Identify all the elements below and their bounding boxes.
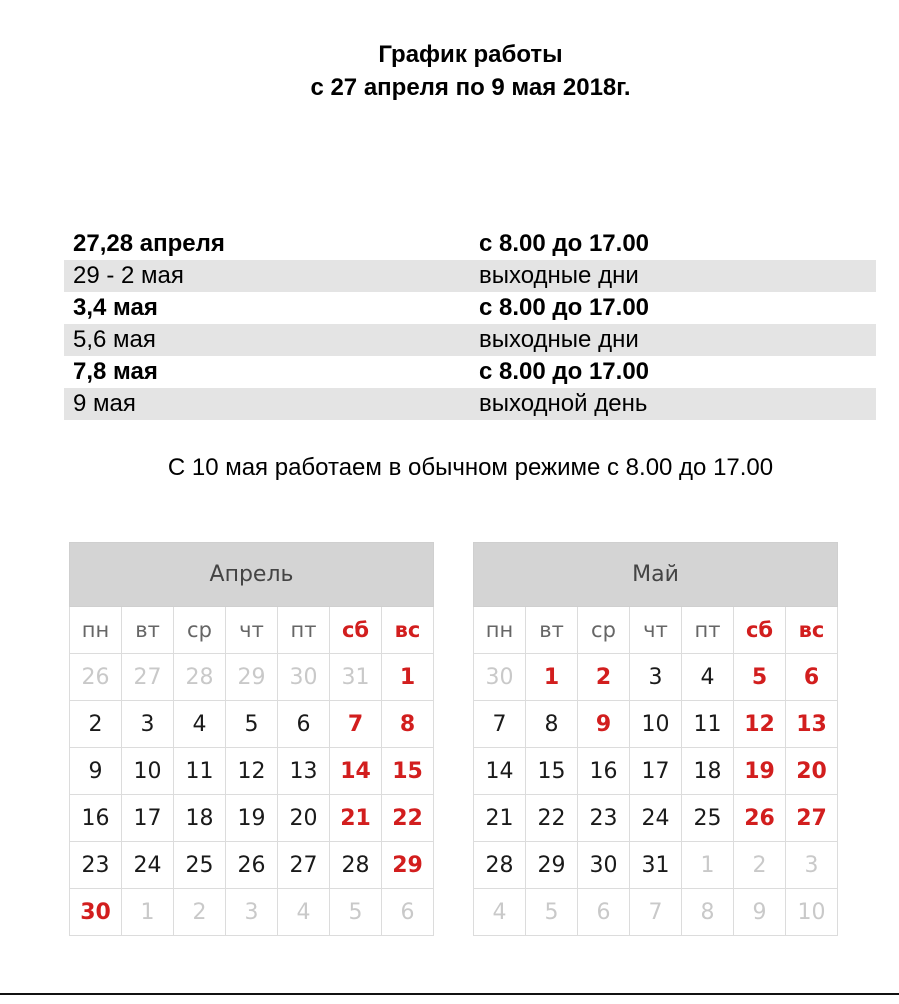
calendar-day: 5 bbox=[226, 701, 278, 748]
calendar-day: 15 bbox=[526, 748, 578, 795]
calendar-week bbox=[70, 654, 434, 701]
weekday-header: ср bbox=[578, 607, 630, 654]
calendar-week bbox=[70, 795, 434, 842]
calendar-day: 3 bbox=[630, 654, 682, 701]
calendar-day: 9 bbox=[70, 748, 122, 795]
calendar-day: 26 bbox=[70, 654, 122, 701]
schedule-hours: выходной день bbox=[479, 388, 876, 420]
calendar-day: 20 bbox=[278, 795, 330, 842]
calendar-day: 4 bbox=[682, 654, 734, 701]
schedule-hours: с 8.00 до 17.00 bbox=[479, 230, 650, 257]
calendar-day: 18 bbox=[682, 748, 734, 795]
calendar-day: 1 bbox=[526, 654, 578, 701]
calendar-day: 3 bbox=[122, 701, 174, 748]
calendar-week bbox=[474, 701, 838, 748]
calendar-day: 5 bbox=[330, 889, 382, 936]
schedule-table bbox=[64, 228, 876, 420]
calendar-day: 3 bbox=[226, 889, 278, 936]
calendar-day: 9 bbox=[578, 701, 630, 748]
weekday-header: чт bbox=[630, 607, 682, 654]
calendar-week bbox=[70, 889, 434, 936]
calendar-day: 18 bbox=[174, 795, 226, 842]
calendar-day: 29 bbox=[382, 842, 434, 889]
calendar-week bbox=[474, 748, 838, 795]
schedule-row bbox=[64, 324, 876, 356]
calendar-day: 10 bbox=[122, 748, 174, 795]
calendar-day: 10 bbox=[786, 889, 838, 936]
calendar-day: 6 bbox=[278, 701, 330, 748]
calendar-day: 13 bbox=[786, 701, 838, 748]
calendar-day: 14 bbox=[330, 748, 382, 795]
weekday-header: пт bbox=[682, 607, 734, 654]
calendar-day: 23 bbox=[70, 842, 122, 889]
calendar-day: 10 bbox=[630, 701, 682, 748]
calendar-day: 4 bbox=[474, 889, 526, 936]
calendar-day: 16 bbox=[578, 748, 630, 795]
schedule-dates: 27,28 апреля bbox=[73, 230, 225, 257]
weekday-header: пн bbox=[474, 607, 526, 654]
schedule-dates: 3,4 мая bbox=[73, 294, 158, 321]
calendar-day: 20 bbox=[786, 748, 838, 795]
calendar-day: 1 bbox=[382, 654, 434, 701]
calendar-day: 7 bbox=[630, 889, 682, 936]
calendar-day: 5 bbox=[526, 889, 578, 936]
weekday-header: вт bbox=[526, 607, 578, 654]
calendar-day: 28 bbox=[174, 654, 226, 701]
calendar-day: 6 bbox=[786, 654, 838, 701]
calendar-day: 2 bbox=[174, 889, 226, 936]
schedule-hours: с 8.00 до 17.00 bbox=[479, 358, 650, 385]
calendar-day: 11 bbox=[682, 701, 734, 748]
calendar-day: 25 bbox=[682, 795, 734, 842]
calendar-day: 27 bbox=[122, 654, 174, 701]
calendar-day: 17 bbox=[122, 795, 174, 842]
calendar-day: 24 bbox=[630, 795, 682, 842]
calendar-day: 7 bbox=[474, 701, 526, 748]
calendar-day: 22 bbox=[526, 795, 578, 842]
schedule-dates: 7,8 мая bbox=[73, 358, 158, 385]
calendar-day: 31 bbox=[330, 654, 382, 701]
calendar-day: 8 bbox=[526, 701, 578, 748]
calendar-day: 21 bbox=[330, 795, 382, 842]
calendar-day: 29 bbox=[526, 842, 578, 889]
calendar-may bbox=[473, 542, 838, 936]
calendar-day: 4 bbox=[174, 701, 226, 748]
page-divider bbox=[0, 993, 899, 995]
calendar-month-title: Май bbox=[474, 543, 838, 607]
calendar-day: 13 bbox=[278, 748, 330, 795]
calendar-day: 16 bbox=[70, 795, 122, 842]
weekday-header: чт bbox=[226, 607, 278, 654]
calendar-day: 30 bbox=[278, 654, 330, 701]
calendar-day: 28 bbox=[474, 842, 526, 889]
calendar-day: 21 bbox=[474, 795, 526, 842]
calendar-day: 30 bbox=[474, 654, 526, 701]
calendar-day: 31 bbox=[630, 842, 682, 889]
schedule-row bbox=[64, 292, 876, 324]
calendar-day: 1 bbox=[122, 889, 174, 936]
calendar-day: 2 bbox=[70, 701, 122, 748]
schedule-row bbox=[64, 388, 876, 420]
schedule-row bbox=[64, 260, 876, 292]
calendar-day: 11 bbox=[174, 748, 226, 795]
calendar-day: 26 bbox=[226, 842, 278, 889]
weekday-header: сб bbox=[734, 607, 786, 654]
calendar-week bbox=[70, 842, 434, 889]
calendar-day: 23 bbox=[578, 795, 630, 842]
calendar-day: 2 bbox=[578, 654, 630, 701]
calendar-day: 19 bbox=[226, 795, 278, 842]
weekday-header: пт bbox=[278, 607, 330, 654]
calendar-day: 2 bbox=[734, 842, 786, 889]
regular-hours-note: С 10 мая работаем в обычном режиме с 8.00 до 17.00 bbox=[167, 454, 774, 481]
calendar-day: 6 bbox=[382, 889, 434, 936]
calendar-week bbox=[474, 654, 838, 701]
calendar-week bbox=[474, 795, 838, 842]
calendar-day: 30 bbox=[578, 842, 630, 889]
calendar-day: 8 bbox=[682, 889, 734, 936]
calendar-week bbox=[474, 842, 838, 889]
calendar-day: 15 bbox=[382, 748, 434, 795]
calendar-week bbox=[70, 701, 434, 748]
calendar-april bbox=[69, 542, 434, 936]
calendar-day: 26 bbox=[734, 795, 786, 842]
weekday-header: вс bbox=[382, 607, 434, 654]
schedule-row bbox=[64, 228, 876, 260]
calendar-day: 8 bbox=[382, 701, 434, 748]
schedule-dates: 29 - 2 мая bbox=[64, 260, 479, 292]
weekday-header: вт bbox=[122, 607, 174, 654]
weekday-header: ср bbox=[174, 607, 226, 654]
calendar-day: 12 bbox=[226, 748, 278, 795]
calendar-day: 3 bbox=[786, 842, 838, 889]
calendar-day: 12 bbox=[734, 701, 786, 748]
calendar-day: 25 bbox=[174, 842, 226, 889]
calendar-day: 28 bbox=[330, 842, 382, 889]
calendar-week bbox=[70, 748, 434, 795]
schedule-dates: 5,6 мая bbox=[64, 324, 479, 356]
title-line-1: График работы bbox=[378, 41, 563, 68]
calendar-day: 30 bbox=[70, 889, 122, 936]
weekday-header: вс bbox=[786, 607, 838, 654]
calendar-day: 9 bbox=[734, 889, 786, 936]
calendar-day: 19 bbox=[734, 748, 786, 795]
calendar-day: 29 bbox=[226, 654, 278, 701]
calendar-day: 27 bbox=[786, 795, 838, 842]
schedule-hours: с 8.00 до 17.00 bbox=[479, 294, 650, 321]
calendar-day: 7 bbox=[330, 701, 382, 748]
calendar-day: 1 bbox=[682, 842, 734, 889]
schedule-row bbox=[64, 356, 876, 388]
calendar-day: 17 bbox=[630, 748, 682, 795]
weekday-header: сб bbox=[330, 607, 382, 654]
weekday-header: пн bbox=[70, 607, 122, 654]
schedule-dates: 9 мая bbox=[64, 388, 479, 420]
calendar-day: 6 bbox=[578, 889, 630, 936]
calendar-day: 24 bbox=[122, 842, 174, 889]
calendar-month-title: Апрель bbox=[70, 543, 434, 607]
calendar-day: 27 bbox=[278, 842, 330, 889]
schedule-hours: выходные дни bbox=[479, 260, 876, 292]
schedule-hours: выходные дни bbox=[479, 324, 876, 356]
page-title bbox=[0, 38, 899, 104]
title-line-2: с 27 апреля по 9 мая 2018г. bbox=[310, 74, 631, 101]
calendar-day: 4 bbox=[278, 889, 330, 936]
calendar-day: 22 bbox=[382, 795, 434, 842]
calendar-week bbox=[474, 889, 838, 936]
calendar-day: 5 bbox=[734, 654, 786, 701]
calendar-day: 14 bbox=[474, 748, 526, 795]
